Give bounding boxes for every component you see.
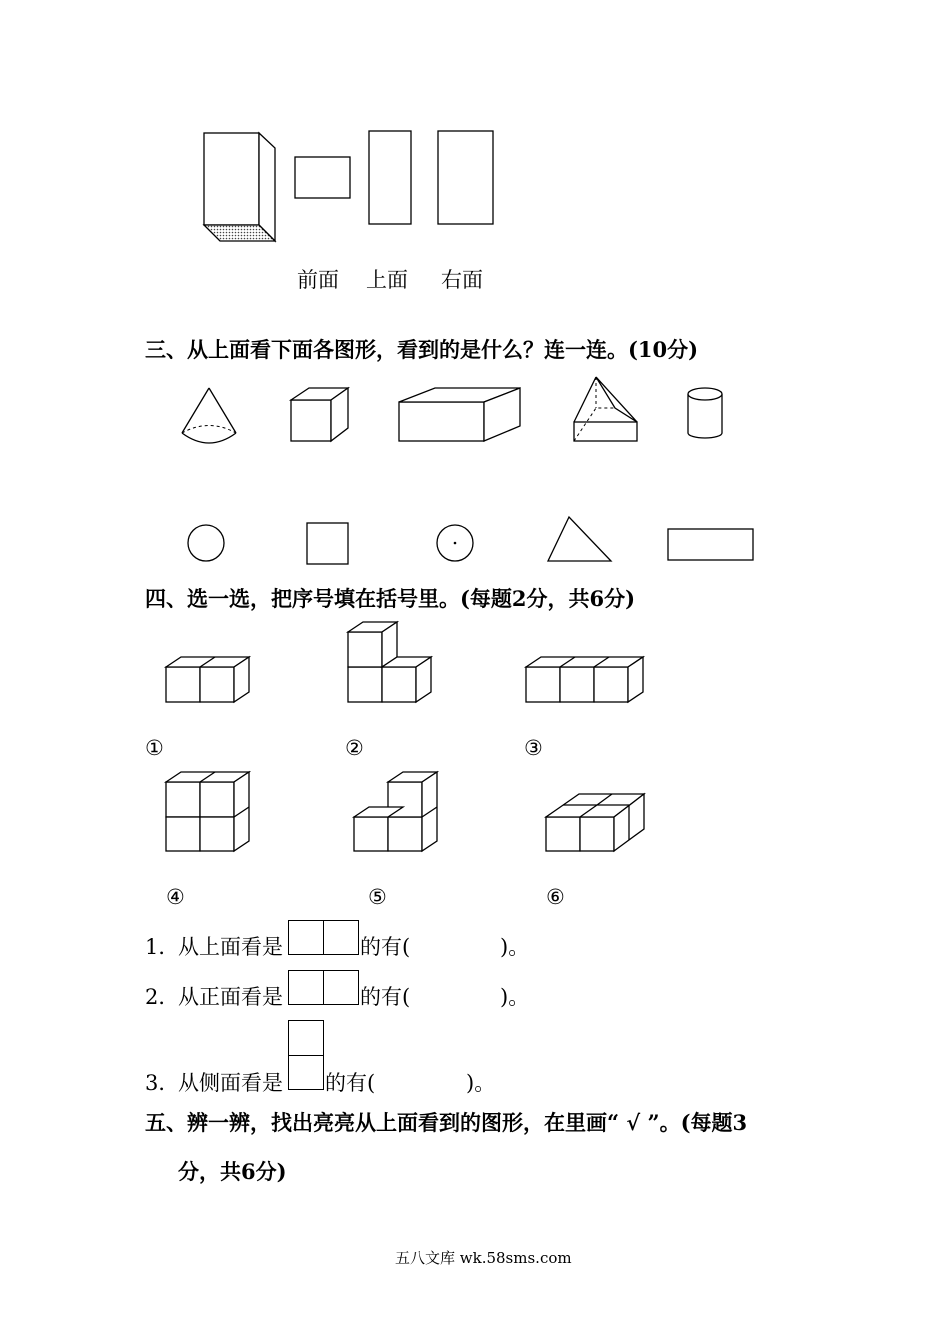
question-1-shape-two-squares — [288, 920, 359, 955]
view-circle — [188, 525, 224, 561]
question-2-answer-close: )。 — [500, 985, 530, 1009]
question-1-prefix: 从上面看是 — [178, 935, 283, 959]
section3-title: 三、从上面看下面各图形，看到的是什么？连一连。(10分) — [145, 337, 699, 362]
option-label-1: ① — [145, 736, 164, 760]
front-view-rect — [295, 157, 350, 198]
question-1-suffix: 的有( — [360, 935, 411, 959]
view-label-right: 右面 — [441, 268, 483, 292]
cuboid-shape — [399, 388, 520, 441]
view-circle-with-dot — [437, 525, 473, 561]
question-3-answer-close: )。 — [466, 1071, 496, 1095]
figure-5-blocks — [354, 772, 437, 851]
section5-title-line2: 分，共6分) — [178, 1159, 287, 1184]
tall-cuboid-drawing — [204, 133, 275, 241]
view-square — [307, 523, 348, 564]
cube-shape — [291, 388, 348, 441]
figure-2-blocks — [348, 622, 431, 702]
section4-title: 四、选一选，把序号填在括号里。(每题2分，共6分) — [145, 586, 636, 611]
figure-1-blocks — [166, 657, 249, 702]
option-label-4: ④ — [166, 885, 185, 909]
question-1-answer-close: )。 — [500, 935, 530, 959]
question-2-shape-two-squares — [288, 970, 359, 1005]
figure-3-blocks — [526, 657, 643, 702]
footer-watermark: 五八文库 wk.58sms.com — [395, 1249, 572, 1267]
view-triangle — [548, 517, 611, 561]
section5-title-line1: 五、辨一辨，找出亮亮从上面看到的图形，在里画“ √ ”。(每题3 — [145, 1110, 748, 1135]
option-label-3: ③ — [524, 736, 543, 760]
figure-4-blocks — [166, 772, 249, 851]
option-label-5: ⑤ — [368, 885, 387, 909]
triangular-prism-shape — [574, 377, 637, 441]
question-2-number: 2． — [145, 985, 180, 1009]
top-view-rect — [369, 131, 411, 224]
question-3-prefix: 从侧面看是 — [178, 1071, 283, 1095]
view-rectangle — [668, 529, 753, 560]
option-label-6: ⑥ — [546, 885, 565, 909]
figure-6-blocks — [546, 794, 644, 851]
question-2-suffix: 的有( — [360, 985, 411, 1009]
question-3-suffix: 的有( — [325, 1071, 376, 1095]
section3-top-views — [0, 515, 950, 575]
question-1-number: 1． — [145, 935, 180, 959]
cylinder-shape — [688, 388, 722, 438]
cone-shape — [182, 388, 236, 443]
option-label-2: ② — [345, 736, 364, 760]
section4-block-figures — [0, 620, 950, 880]
question-3-shape-stacked-squares — [288, 1020, 324, 1090]
question-2-prefix: 从正面看是 — [178, 985, 283, 1009]
view-label-top: 上面 — [366, 268, 408, 292]
view-label-front: 前面 — [297, 268, 339, 292]
question-3-number: 3． — [145, 1071, 180, 1095]
right-view-rect — [438, 131, 493, 224]
